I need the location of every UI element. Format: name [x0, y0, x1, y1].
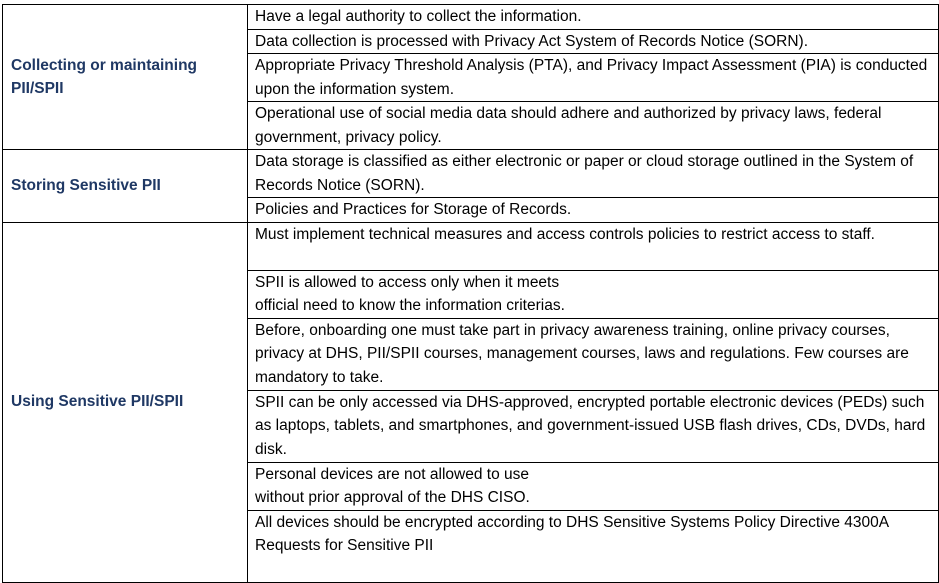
pii-policy-table	[2, 4, 939, 583]
policy-item: Data collection is processed with Privacy Act System of Records Notice (SORN).	[248, 29, 939, 54]
policy-item: Data storage is classified as either electronic or paper or cloud storage outlined in the System of Records Notice (SORN).	[248, 150, 939, 198]
policy-item: Have a legal authority to collect the information.	[248, 5, 939, 30]
policy-item: Operational use of social media data should adhere and authorized by privacy laws, federal government, privacy policy.	[248, 102, 939, 150]
table-row	[3, 150, 939, 198]
table-row	[3, 5, 939, 30]
policy-item: Personal devices are not allowed to use without prior approval of the DHS CISO.	[248, 462, 939, 510]
policy-item: Before, onboarding one must take part in privacy awareness training, online privacy courses, privacy at DHS, PII/SPII courses, management courses, laws and regulations. Few courses are mandatory to take.	[248, 318, 939, 390]
policy-item: Appropriate Privacy Threshold Analysis (PTA), and Privacy Impact Assessment (PIA) is conducted upon the information system.	[248, 54, 939, 102]
policy-item: SPII can be only accessed via DHS-approved, encrypted portable electronic devices (PEDs) such as laptops, tablets, and smartphones, and government-issued USB flash drives, CDs, DVDs, hard disk.	[248, 390, 939, 462]
category-storing: Storing Sensitive PII	[3, 150, 248, 223]
policy-item: All devices should be encrypted according to DHS Sensitive Systems Policy Directive 4300A Requests for Sensitive PII	[248, 510, 939, 582]
policy-item: Policies and Practices for Storage of Records.	[248, 198, 939, 223]
table-row	[3, 222, 939, 270]
category-collecting: Collecting or maintaining PII/SPII	[3, 5, 248, 150]
policy-item: SPII is allowed to access only when it meets official need to know the information criterias.	[248, 270, 939, 318]
category-using: Using Sensitive PII/SPII	[3, 222, 248, 582]
policy-item: Must implement technical measures and access controls policies to restrict access to staff.	[248, 222, 939, 270]
pii-policy-table-container	[2, 4, 939, 583]
